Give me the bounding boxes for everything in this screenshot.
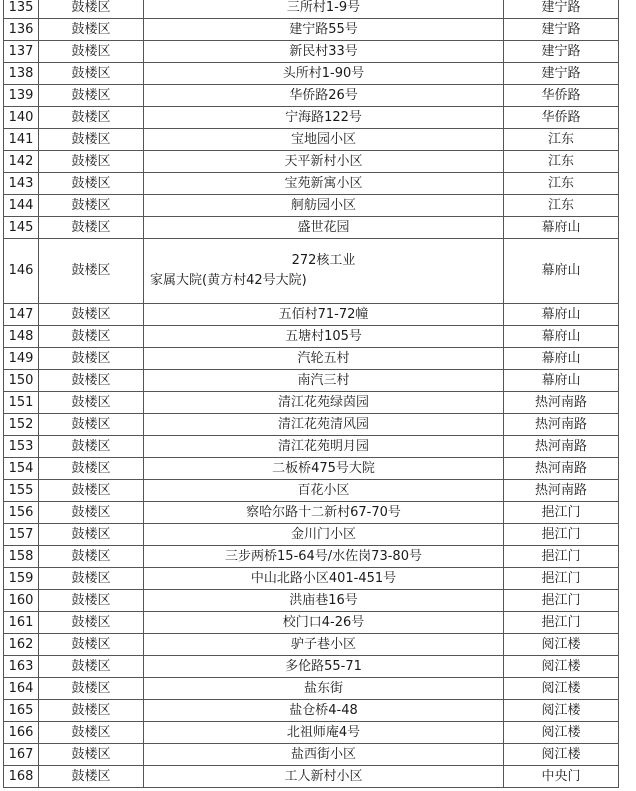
street-cell: 华侨路 [504, 107, 619, 129]
row-number-cell: 149 [4, 348, 39, 370]
district-cell: 鼓楼区 [39, 634, 144, 656]
address-cell: 五佰村71-72幢 [144, 304, 504, 326]
row-number-cell: 168 [4, 766, 39, 788]
street-cell: 挹江门 [504, 568, 619, 590]
district-cell: 鼓楼区 [39, 590, 144, 612]
street-cell: 幕府山 [504, 370, 619, 392]
district-cell: 鼓楼区 [39, 370, 144, 392]
district-cell: 鼓楼区 [39, 129, 144, 151]
table-row [4, 480, 619, 502]
street-cell: 热河南路 [504, 458, 619, 480]
address-line-2: 家属大院(黄方村42号大院) [150, 273, 307, 288]
district-cell: 鼓楼区 [39, 85, 144, 107]
address-cell: 头所村1-90号 [144, 63, 504, 85]
table-row [4, 348, 619, 370]
district-cell: 鼓楼区 [39, 348, 144, 370]
district-cell: 鼓楼区 [39, 0, 144, 19]
street-cell: 挹江门 [504, 612, 619, 634]
address-cell: 三步两桥15-64号/水佐岗73-80号 [144, 546, 504, 568]
table-row [4, 612, 619, 634]
address-cell: 察哈尔路十二新村67-70号 [144, 502, 504, 524]
district-cell: 鼓楼区 [39, 656, 144, 678]
row-number-cell: 156 [4, 502, 39, 524]
district-cell: 鼓楼区 [39, 195, 144, 217]
district-cell: 鼓楼区 [39, 568, 144, 590]
street-cell: 挹江门 [504, 590, 619, 612]
street-cell: 热河南路 [504, 480, 619, 502]
address-cell: 五塘村105号 [144, 326, 504, 348]
table-row [4, 304, 619, 326]
row-number-cell: 142 [4, 151, 39, 173]
street-cell: 阅江楼 [504, 744, 619, 766]
address-cell: 宝苑新寓小区 [144, 173, 504, 195]
address-cell: 三所村1-9号 [144, 0, 504, 19]
address-cell: 盐西街小区 [144, 744, 504, 766]
table-row [4, 370, 619, 392]
district-cell: 鼓楼区 [39, 722, 144, 744]
row-number-cell: 140 [4, 107, 39, 129]
row-number-cell: 137 [4, 41, 39, 63]
address-cell: 南汽三村 [144, 370, 504, 392]
district-cell: 鼓楼区 [39, 502, 144, 524]
row-number-cell: 144 [4, 195, 39, 217]
row-number-cell: 145 [4, 217, 39, 239]
street-cell: 阅江楼 [504, 656, 619, 678]
row-number-cell: 160 [4, 590, 39, 612]
district-cell: 鼓楼区 [39, 304, 144, 326]
street-cell: 华侨路 [504, 85, 619, 107]
table-row [4, 744, 619, 766]
address-cell: 北祖师庵4号 [144, 722, 504, 744]
district-cell: 鼓楼区 [39, 239, 144, 304]
street-cell: 江东 [504, 195, 619, 217]
table-row [4, 524, 619, 546]
community-table [3, 0, 619, 788]
table-row [4, 546, 619, 568]
table-row [4, 85, 619, 107]
table-row [4, 634, 619, 656]
table-row [4, 722, 619, 744]
district-cell: 鼓楼区 [39, 458, 144, 480]
street-cell: 建宁路 [504, 19, 619, 41]
row-number-cell: 147 [4, 304, 39, 326]
address-cell: 天平新村小区 [144, 151, 504, 173]
table-row [4, 129, 619, 151]
street-cell: 挹江门 [504, 546, 619, 568]
row-number-cell: 141 [4, 129, 39, 151]
street-cell: 阅江楼 [504, 722, 619, 744]
street-cell: 挹江门 [504, 524, 619, 546]
table-row [4, 700, 619, 722]
row-number-cell: 148 [4, 326, 39, 348]
row-number-cell: 150 [4, 370, 39, 392]
row-number-cell: 157 [4, 524, 39, 546]
district-cell: 鼓楼区 [39, 392, 144, 414]
row-number-cell: 152 [4, 414, 39, 436]
row-number-cell: 164 [4, 678, 39, 700]
district-cell: 鼓楼区 [39, 326, 144, 348]
street-cell: 阅江楼 [504, 634, 619, 656]
street-cell: 江东 [504, 151, 619, 173]
table-row [4, 217, 619, 239]
row-number-cell: 143 [4, 173, 39, 195]
district-cell: 鼓楼区 [39, 700, 144, 722]
row-number-cell: 139 [4, 85, 39, 107]
address-cell: 宝地园小区 [144, 129, 504, 151]
district-cell: 鼓楼区 [39, 173, 144, 195]
address-cell: 新民村33号 [144, 41, 504, 63]
address-cell: 盛世花园 [144, 217, 504, 239]
row-number-cell: 153 [4, 436, 39, 458]
address-cell: 清江花苑清风园 [144, 414, 504, 436]
table-body [4, 0, 619, 788]
street-cell: 幕府山 [504, 304, 619, 326]
address-cell: 洪庙巷16号 [144, 590, 504, 612]
table-row [4, 502, 619, 524]
address-cell: 二板桥475号大院 [144, 458, 504, 480]
table-row [4, 458, 619, 480]
address-cell: 中山北路小区401-451号 [144, 568, 504, 590]
district-cell: 鼓楼区 [39, 151, 144, 173]
address-cell [144, 239, 504, 304]
address-cell: 百花小区 [144, 480, 504, 502]
table-row [4, 766, 619, 788]
row-number-cell: 155 [4, 480, 39, 502]
address-cell: 多伦路55-71 [144, 656, 504, 678]
district-cell: 鼓楼区 [39, 107, 144, 129]
district-cell: 鼓楼区 [39, 612, 144, 634]
address-cell: 工人新村小区 [144, 766, 504, 788]
table-row [4, 656, 619, 678]
district-cell: 鼓楼区 [39, 19, 144, 41]
address-cell: 盐仓桥4-48 [144, 700, 504, 722]
address-cell: 汽轮五村 [144, 348, 504, 370]
row-number-cell: 135 [4, 0, 39, 19]
street-cell: 幕府山 [504, 348, 619, 370]
street-cell: 建宁路 [504, 41, 619, 63]
table-row [4, 19, 619, 41]
street-cell: 阅江楼 [504, 700, 619, 722]
district-cell: 鼓楼区 [39, 546, 144, 568]
address-cell: 舸舫园小区 [144, 195, 504, 217]
street-cell: 江东 [504, 173, 619, 195]
table-row [4, 151, 619, 173]
row-number-cell: 163 [4, 656, 39, 678]
row-number-cell: 165 [4, 700, 39, 722]
table-row [4, 63, 619, 85]
table-row [4, 173, 619, 195]
street-cell: 热河南路 [504, 436, 619, 458]
row-number-cell: 161 [4, 612, 39, 634]
address-cell: 建宁路55号 [144, 19, 504, 41]
table-row [4, 590, 619, 612]
table-row [4, 41, 619, 63]
row-number-cell: 146 [4, 239, 39, 304]
address-cell: 华侨路26号 [144, 85, 504, 107]
address-cell: 宁海路122号 [144, 107, 504, 129]
street-cell: 建宁路 [504, 63, 619, 85]
row-number-cell: 154 [4, 458, 39, 480]
district-cell: 鼓楼区 [39, 63, 144, 85]
table-row [4, 0, 619, 19]
address-cell: 清江花苑明月园 [144, 436, 504, 458]
street-cell: 热河南路 [504, 414, 619, 436]
district-cell: 鼓楼区 [39, 480, 144, 502]
address-cell: 清江花苑绿茵园 [144, 392, 504, 414]
row-number-cell: 159 [4, 568, 39, 590]
district-cell: 鼓楼区 [39, 524, 144, 546]
street-cell: 幕府山 [504, 217, 619, 239]
address-line-1: 272核工业 [291, 253, 356, 268]
table-row [4, 414, 619, 436]
district-cell: 鼓楼区 [39, 436, 144, 458]
table-row [4, 392, 619, 414]
address-cell: 校门口4-26号 [144, 612, 504, 634]
row-number-cell: 166 [4, 722, 39, 744]
address-cell: 金川门小区 [144, 524, 504, 546]
street-cell: 建宁路 [504, 0, 619, 19]
street-cell: 中央门 [504, 766, 619, 788]
table-row [4, 678, 619, 700]
street-cell: 幕府山 [504, 326, 619, 348]
table-row [4, 436, 619, 458]
row-number-cell: 151 [4, 392, 39, 414]
street-cell: 阅江楼 [504, 678, 619, 700]
row-number-cell: 167 [4, 744, 39, 766]
row-number-cell: 158 [4, 546, 39, 568]
street-cell: 挹江门 [504, 502, 619, 524]
row-number-cell: 162 [4, 634, 39, 656]
row-number-cell: 138 [4, 63, 39, 85]
street-cell: 江东 [504, 129, 619, 151]
district-cell: 鼓楼区 [39, 414, 144, 436]
address-cell: 驴子巷小区 [144, 634, 504, 656]
table-row [4, 239, 619, 304]
row-number-cell: 136 [4, 19, 39, 41]
table-row [4, 568, 619, 590]
table-row [4, 326, 619, 348]
address-cell: 盐东街 [144, 678, 504, 700]
district-cell: 鼓楼区 [39, 678, 144, 700]
street-cell: 幕府山 [504, 239, 619, 304]
district-cell: 鼓楼区 [39, 217, 144, 239]
district-cell: 鼓楼区 [39, 744, 144, 766]
table-row [4, 107, 619, 129]
street-cell: 热河南路 [504, 392, 619, 414]
table-row [4, 195, 619, 217]
district-cell: 鼓楼区 [39, 766, 144, 788]
district-cell: 鼓楼区 [39, 41, 144, 63]
